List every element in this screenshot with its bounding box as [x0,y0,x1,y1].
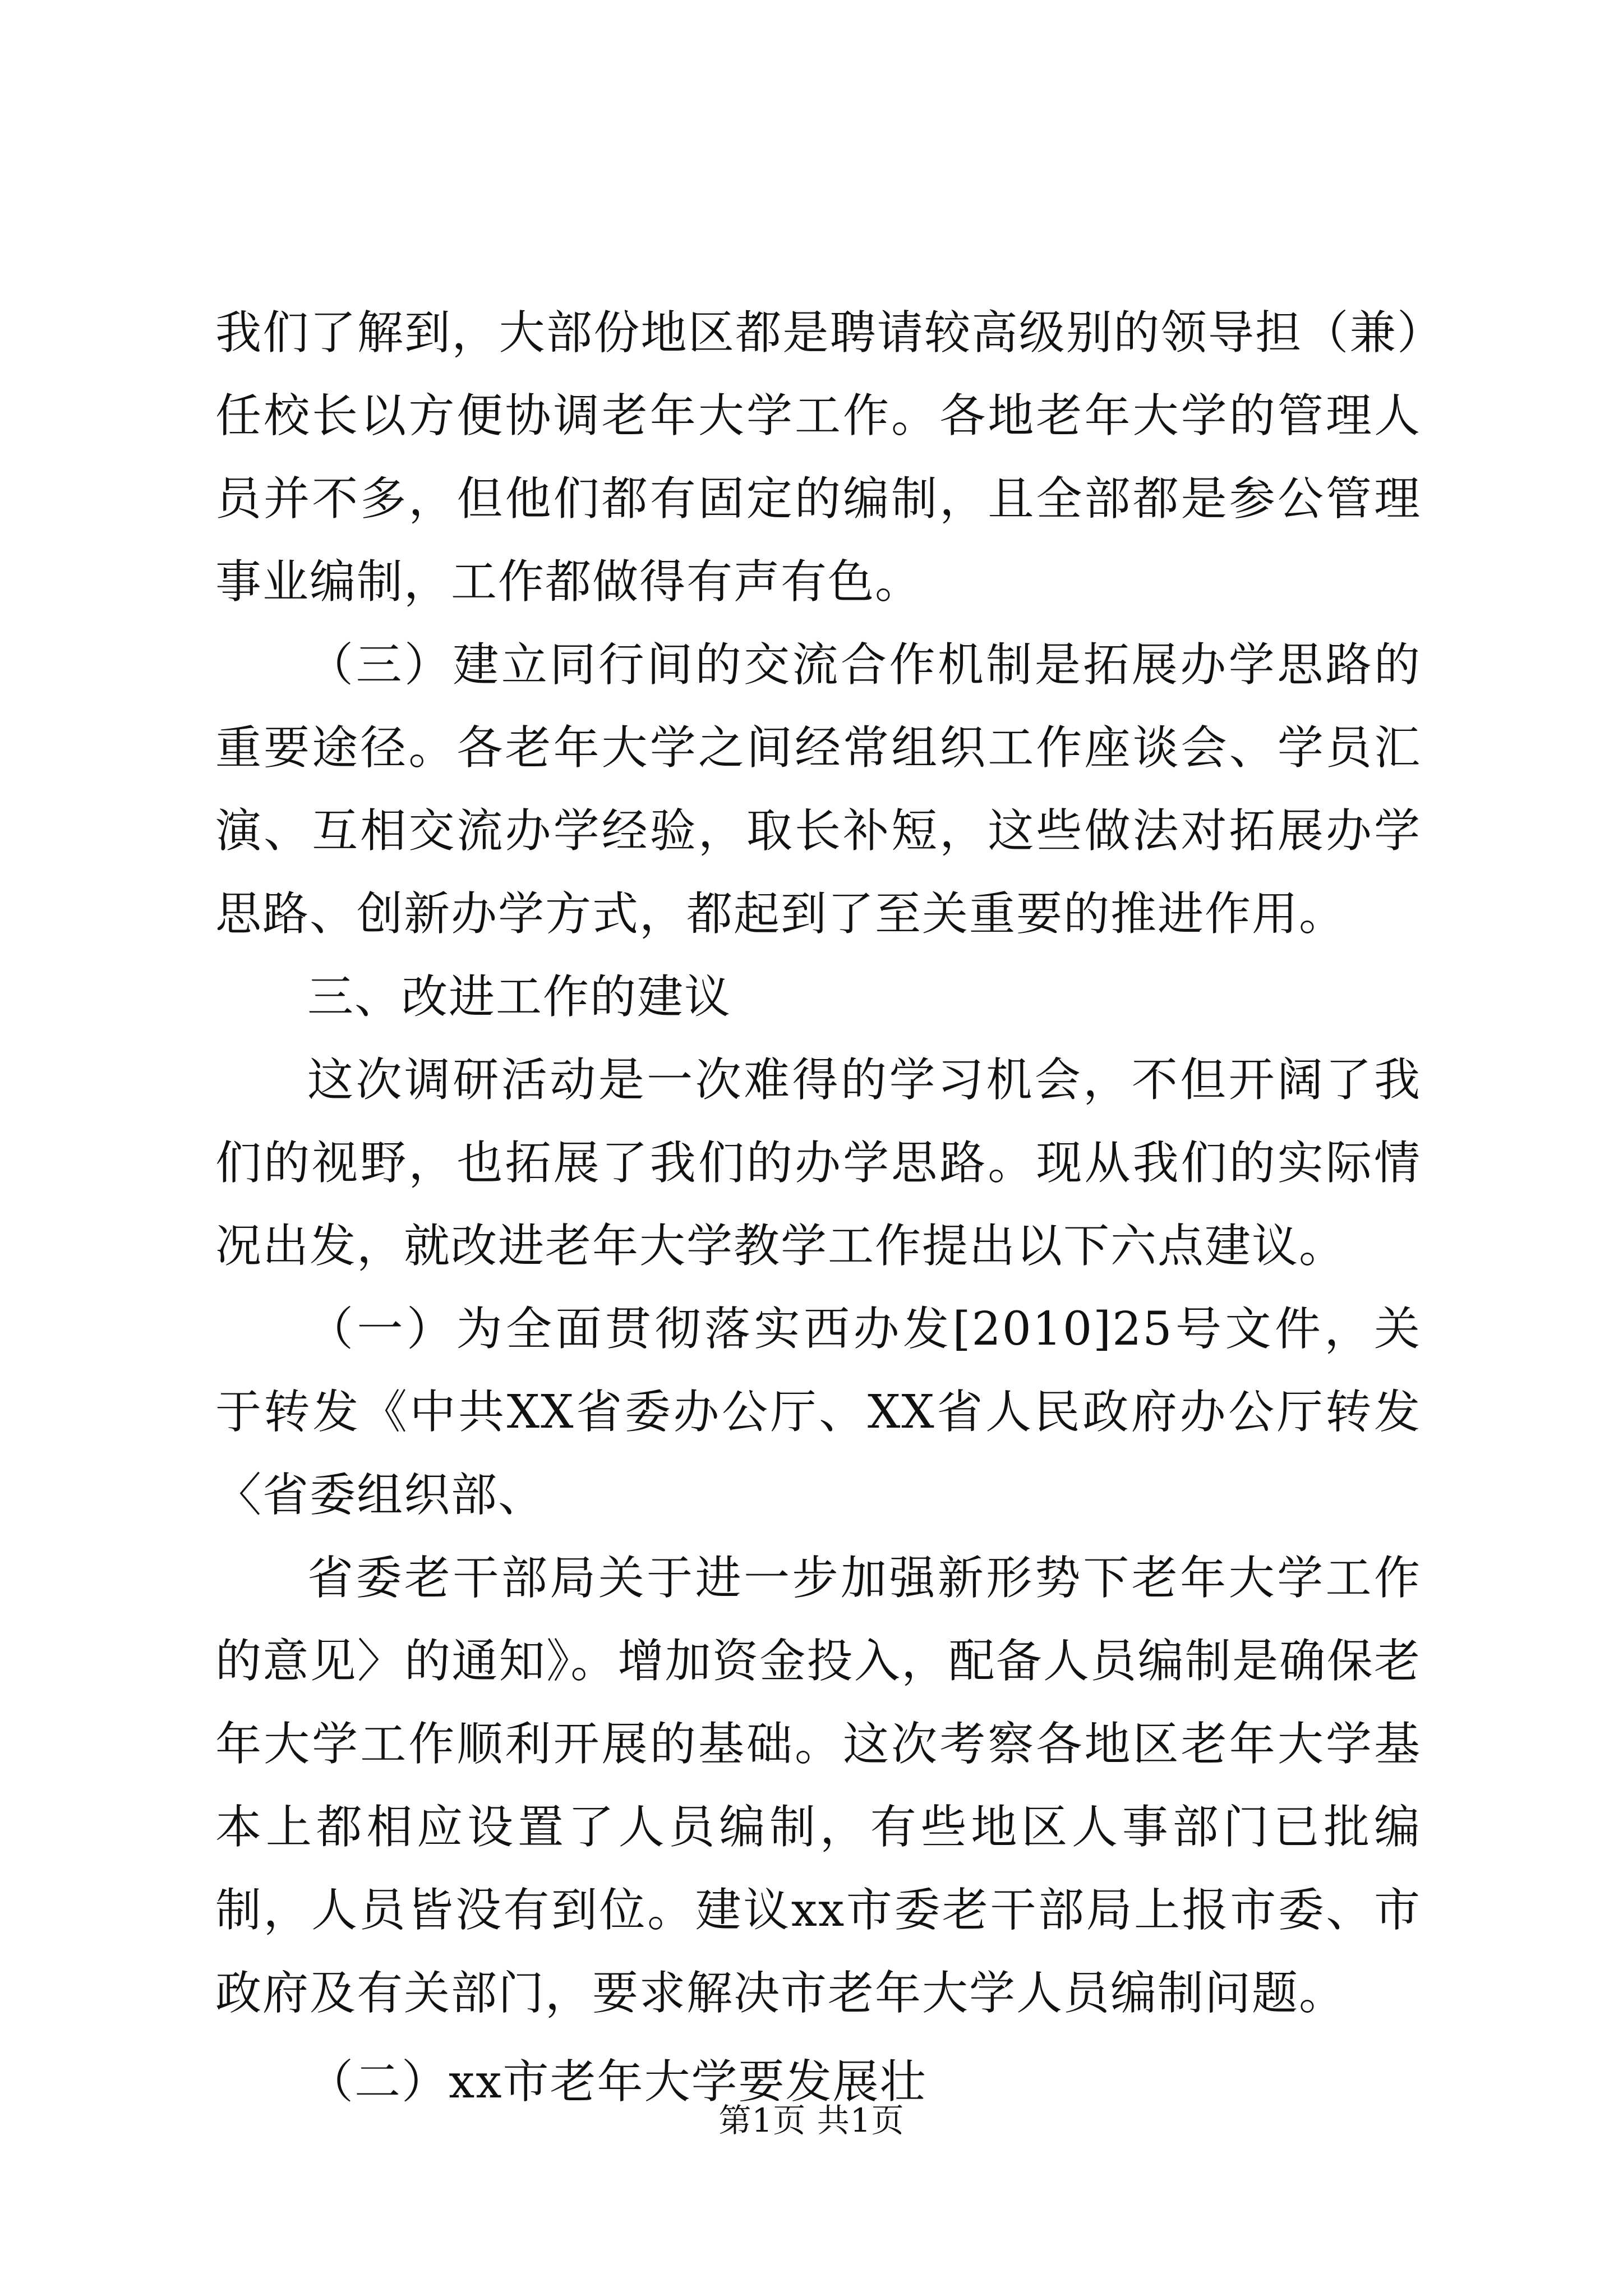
section-heading-suggestions: 三、改进工作的建议 [307,970,732,1024]
paragraph-suggestion-two: （二）xx市老年大学要发展壮 [307,2055,927,2109]
paragraph-suggestion-one: （一）为全面贯彻落实西办发[2010]25号文件，关于转发《中共XX省委办公厅、XX省人民政府办公厅转发〈省委组织部、 [215,1303,1421,1522]
paragraph-staffing-findings: 我们了解到，大部份地区都是聘请较高级别的领导担（兼）任校长以方便协调老年大学工作。各地老年大学的管理人员并不多，但他们都有固定的编制，且全部都是参公管理事业编制，工作都做得有声有色。 [215,306,1421,609]
paragraph-suggestion-one-continued: 省委老干部局关于进一步加强新形势下老年大学工作的意见〉的通知》。增加资金投入，配备人员编制是确保老年大学工作顺利开展的基础。这次考察各地区老年大学基本上都相应设置了人员编制，有些地区人事部门已批编制，人员皆没有到位。建议xx市委老干部局上报市委、市政府及有关部门，要求解决市老年大学人员编制问题。 [215,1552,1421,2020]
page-footer: 第1页 共1页 [718,2101,905,2139]
document-body [215,292,1421,2124]
paragraph-research-intro: 这次调研活动是一次难得的学习机会，不但开阔了我们的视野，也拓展了我们的办学思路。现从我们的实际情况出发，就改进老年大学教学工作提出以下六点建议。 [215,1053,1421,1273]
paragraph-exchange-mechanism: （三）建立同行间的交流合作机制是拓展办学思路的重要途径。各老年大学之间经常组织工作座谈会、学员汇演、互相交流办学经验，取长补短，这些做法对拓展办学思路、创新办学方式，都起到了至关重要的推进作用。 [215,638,1421,941]
